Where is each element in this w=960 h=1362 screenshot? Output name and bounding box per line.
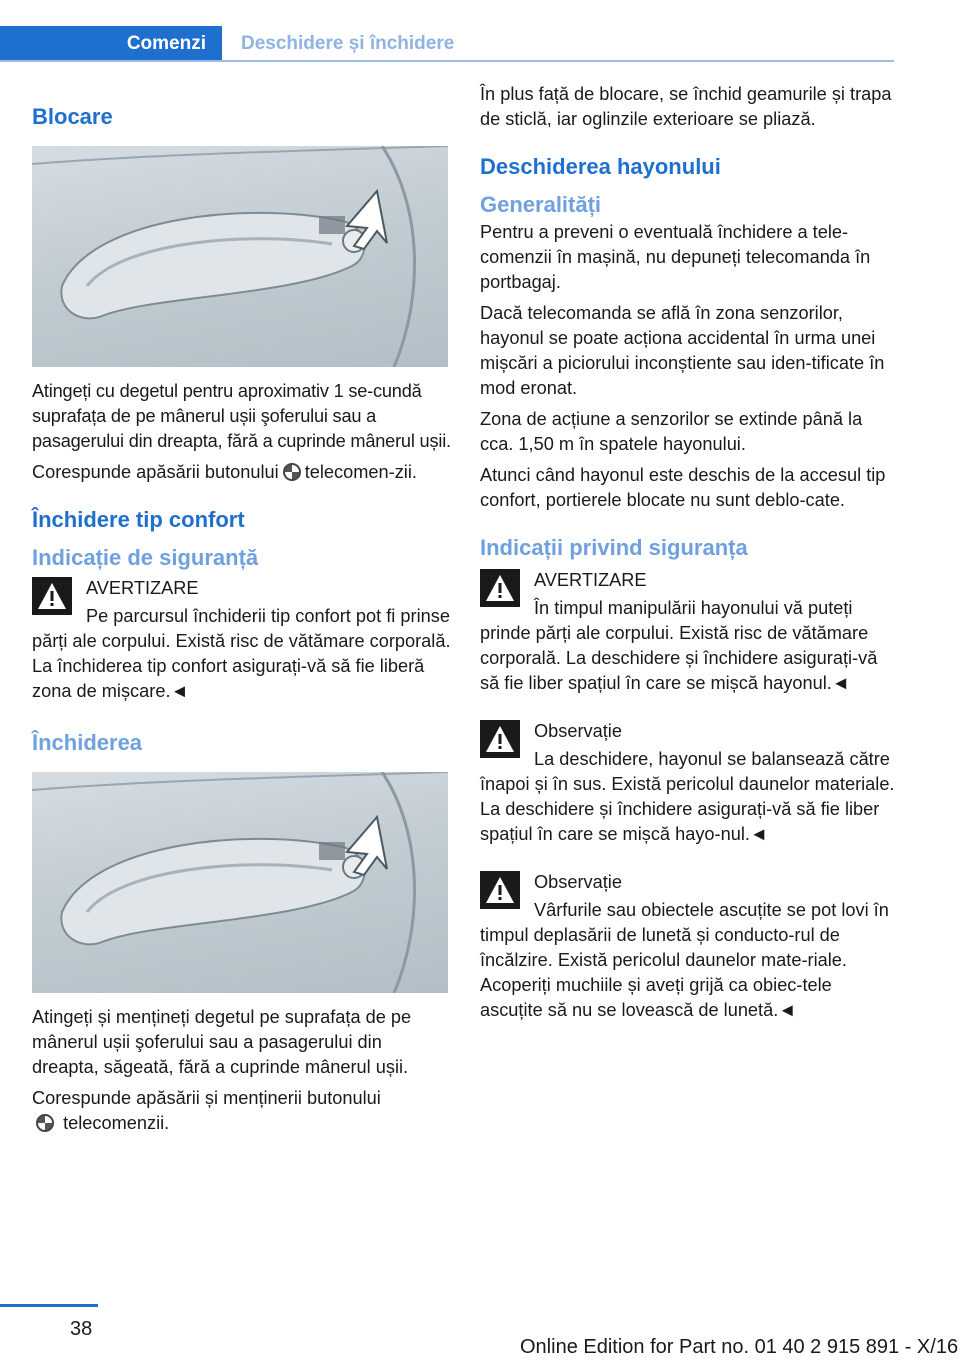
heading-generalitati: Generalități <box>480 192 602 217</box>
p-atingeti-mentineti: Atingeți și mențineți degetul pe suprafața de pe mânerul ușii şoferului sau a pasagerului din dreapta, săgeată, fără a cuprinde mânerul ușii. <box>32 1007 412 1077</box>
warning-block <box>32 575 452 704</box>
bmw-logo-icon <box>283 463 301 481</box>
footer-rule <box>0 1304 98 1307</box>
heading-indicatie-siguranta: Indicație de siguranță <box>32 545 259 570</box>
heading-inchidere-confort: Închidere tip confort <box>32 507 245 532</box>
p-corespunde-mentinere-after: telecomenzii. <box>63 1113 170 1133</box>
warning-title: AVERTIZARE <box>86 578 199 598</box>
tab-comenzi[interactable] <box>0 26 222 60</box>
warning-triangle-icon <box>32 577 72 615</box>
p-generalitati-1: Pentru a preveni o eventuală închidere a tele‐comenzii în mașină, nu depuneți telecomanda în portbagaj. <box>480 222 871 292</box>
tab-comenzi-label: Comenzi <box>126 33 206 54</box>
heading-blocare: Blocare <box>32 104 113 129</box>
heading-deschiderea-hayonului: Deschiderea hayonului <box>480 154 721 179</box>
p-corespunde-after: telecomen‐zii. <box>304 462 417 482</box>
p-corespunde <box>32 460 452 485</box>
p-corespunde-before: Corespunde apăsării butonului <box>32 462 279 482</box>
warning-block-1 <box>480 567 898 696</box>
warning-text-3: Vârfurile sau obiectele ascuțite se pot lovi în timpul deplasării de lunetă și conducto‐rul de încălzire. Există pericolul daunelor mate‐riale. Acoperiți muchiile și aveți grijă ca obiec‐tele ascuțite să nu se lovească de lunetă.◄ <box>480 900 889 1020</box>
p-atingeti: Atingeți cu degetul pentru aproximativ 1 se‐cundă suprafața de pe mânerul ușii şoferului sau a pasagerului din dreapta, fără a cuprinde mânerul ușii. <box>32 381 451 451</box>
p-in-plus: În plus față de blocare, se închid geamurile și trapa de sticlă, iar oglinzile exterioare se pliază. <box>480 84 892 129</box>
page-header <box>0 26 894 62</box>
heading-indicatii-siguranta: Indicații privind siguranța <box>480 535 748 560</box>
tab-deschidere[interactable]: Deschidere și închidere <box>241 33 455 54</box>
p-corespunde-mentinere-before: Corespunde apăsării și menținerii butonului <box>32 1088 381 1108</box>
p-generalitati-2: Dacă telecomanda se află în zona senzorilor, hayonul se poate acționa accidental în urma unei mișcări a piciorului inconștiente sau iden‐tificate în mod eronat. <box>480 303 885 398</box>
p-corespunde-mentinere <box>32 1086 452 1136</box>
warning-block-2 <box>480 718 898 847</box>
door-handle-lock-image <box>32 146 448 367</box>
right-column <box>480 82 898 1023</box>
door-handle-close-image <box>32 772 448 993</box>
warning-triangle-icon <box>480 871 520 909</box>
warning-text-2: La deschidere, hayonul se balansează către înapoi și în sus. Există pericolul daunelor materiale. La deschidere și închidere asigurați-vă să fie liber spațiul în care se mișcă hayo‐nul.◄ <box>480 749 895 844</box>
warning-text-1: În timpul manipulării hayonului vă puteți prinde părți ale corpului. Există risc de vătămare corporală. La deschidere și închidere asigurați-vă să fie liber spațiul în care se mișcă hayonul.◄ <box>480 598 878 693</box>
p-generalitati-4: Atunci când hayonul este deschis de la accesul tip confort, portierele blocate nu sunt deblo‐cate. <box>480 465 886 510</box>
warning-title-2: Observație <box>534 721 622 741</box>
warning-block-3 <box>480 869 898 1023</box>
bmw-logo-icon <box>36 1114 54 1132</box>
left-column <box>32 96 452 1136</box>
warning-title-3: Observație <box>534 872 622 892</box>
warning-text: Pe parcursul închiderii tip confort pot fi prinse părți ale corpului. Există risc de vătămare corporală. La închiderea tip confort asigurați-vă să fie liberă zona de mișcare.◄ <box>32 606 451 701</box>
warning-triangle-icon <box>480 720 520 758</box>
warning-triangle-icon <box>480 569 520 607</box>
page-number: 38 <box>70 1318 93 1340</box>
edition-footer: Online Edition for Part no. 01 40 2 915 891 - X/16 <box>520 1336 959 1358</box>
p-generalitati-3: Zona de acțiune a senzorilor se extinde până la cca. 1,50 m în spatele hayonului. <box>480 409 863 454</box>
heading-inchiderea: Închiderea <box>32 730 143 755</box>
warning-title-1: AVERTIZARE <box>534 570 647 590</box>
